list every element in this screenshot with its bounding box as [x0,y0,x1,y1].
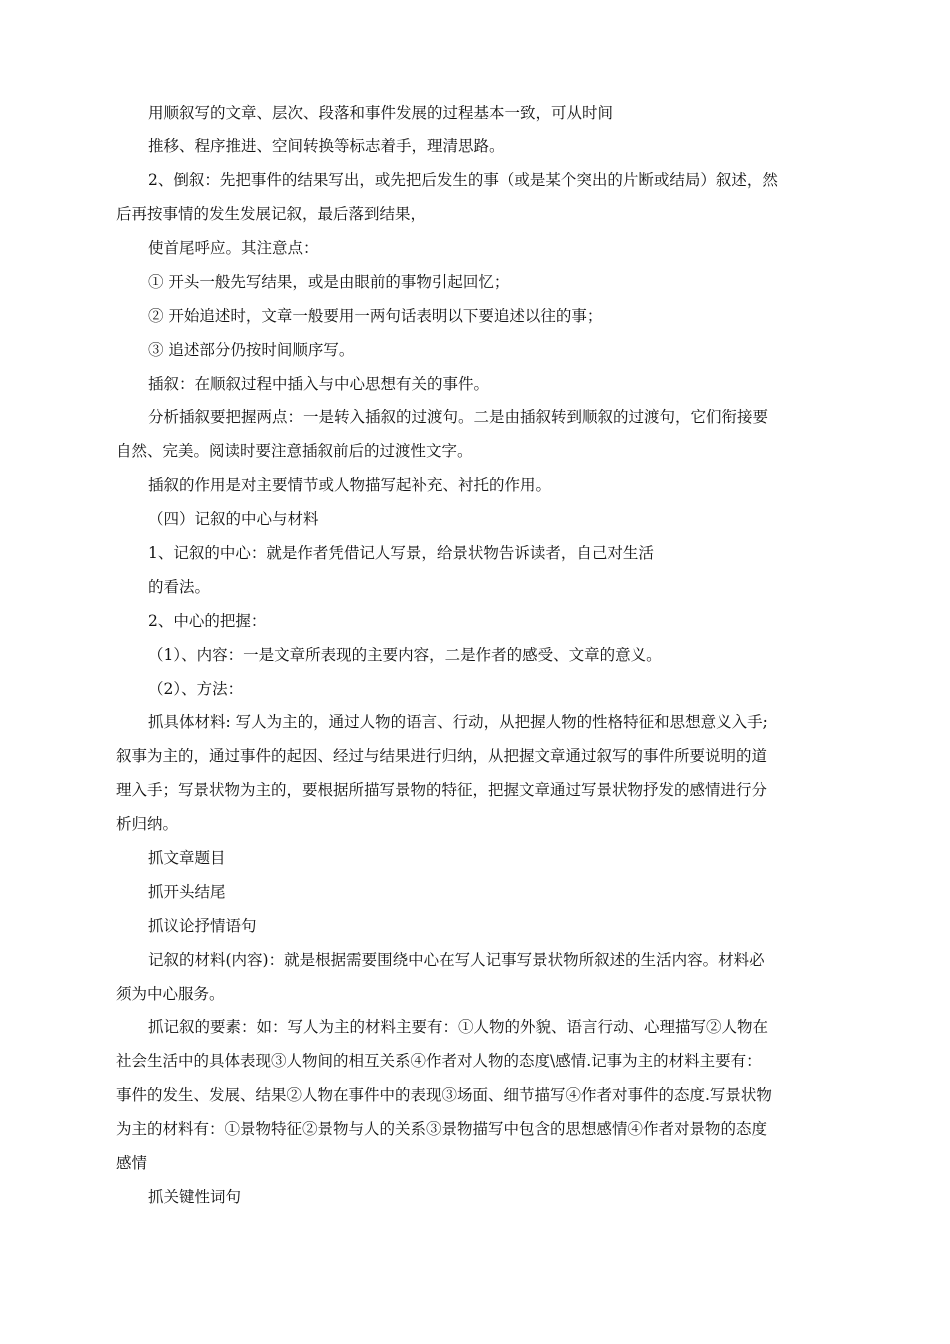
text-line: ② 开始追述时，文章一般要用一两句话表明以下要追述以往的事； [148,307,603,325]
text-line: ③ 追述部分仍按时间顺序写。 [148,341,355,359]
text-line: 的看法。 [148,578,211,596]
text-line: 1、记叙的中心：就是作者凭借记人写景，给景状物告诉读者，自己对生活 [148,544,654,562]
text-line: 推移、程序推进、空间转换等标志着手，理清思路。 [148,137,505,155]
section-heading: （四）记叙的中心与材料 [148,510,319,528]
text-line: （2）、方法： [148,680,244,698]
text-line: 为主的材料有：①景物特征②景物与人的关系③景物描写中包含的思想感情④作者对景物的态度 [116,1120,768,1138]
text-line: 插叙的作用是对主要情节或人物描写起补充、衬托的作用。 [148,476,552,494]
text-line: 使首尾呼应。其注意点： [148,239,319,257]
text-line: 插叙：在顺叙过程中插入与中心思想有关的事件。 [148,375,490,393]
text-line: 理入手；写景状物为主的，要根据所描写景物的特征，把握文章通过写景状物抒发的感情进行分 [116,781,768,799]
text-line: 感情 [116,1154,148,1172]
text-line: 须为中心服务。 [116,985,225,1003]
text-line: 叙事为主的，通过事件的起因、经过与结果进行归纳，从把握文章通过叙写的事件所要说明的道 [116,747,768,765]
text-line: ① 开头一般先写结果，或是由眼前的事物引起回忆； [148,273,510,291]
text-line: 抓文章题目 [148,849,226,867]
text-line: 抓记叙的要素：如：写人为主的材料主要有：①人物的外貌、语言行动、心理描写②人物在 [148,1018,769,1036]
text-line: （1）、内容：一是文章所表现的主要内容，二是作者的感受、文章的意义。 [148,646,662,664]
text-line: 事件的发生、发展、结果②人物在事件中的表现③场面、细节描写④作者对事件的态度.写景状物 [116,1086,772,1104]
text-line: 分析插叙要把握两点：一是转入插叙的过渡句。二是由插叙转到顺叙的过渡句，它们衔接要 [148,408,769,426]
text-line: 抓具体材料: 写人为主的，通过人物的语言、行动，从把握人物的性格特征和思想意义入手; [148,713,768,731]
text-line: 析归纳。 [116,815,179,833]
text-line: 2、中心的把握： [148,612,267,630]
text-line: 用顺叙写的文章、层次、段落和事件发展的过程基本一致，可从时间 [148,104,614,122]
text-line: 自然、完美。阅读时要注意插叙前后的过渡性文字。 [116,442,473,460]
text-line: 后再按事情的发生发展记叙，最后落到结果， [116,205,427,223]
text-line: 抓议论抒情语句 [148,917,257,935]
text-line: 2、倒叙：先把事件的结果写出，或先把后发生的事（或是某个突出的片断或结局）叙述，然 [148,171,778,189]
text-line: 抓开头结尾 [148,883,226,901]
text-line: 抓关键性词句 [148,1188,242,1206]
text-line: 记叙的材料(内容)：就是根据需要围绕中心在写人记事写景状物所叙述的生活内容。材料必 [148,951,765,969]
text-line: 社会生活中的具体表现③人物间的相互关系④作者对人物的态度\感情.记事为主的材料主要有： [116,1052,762,1070]
